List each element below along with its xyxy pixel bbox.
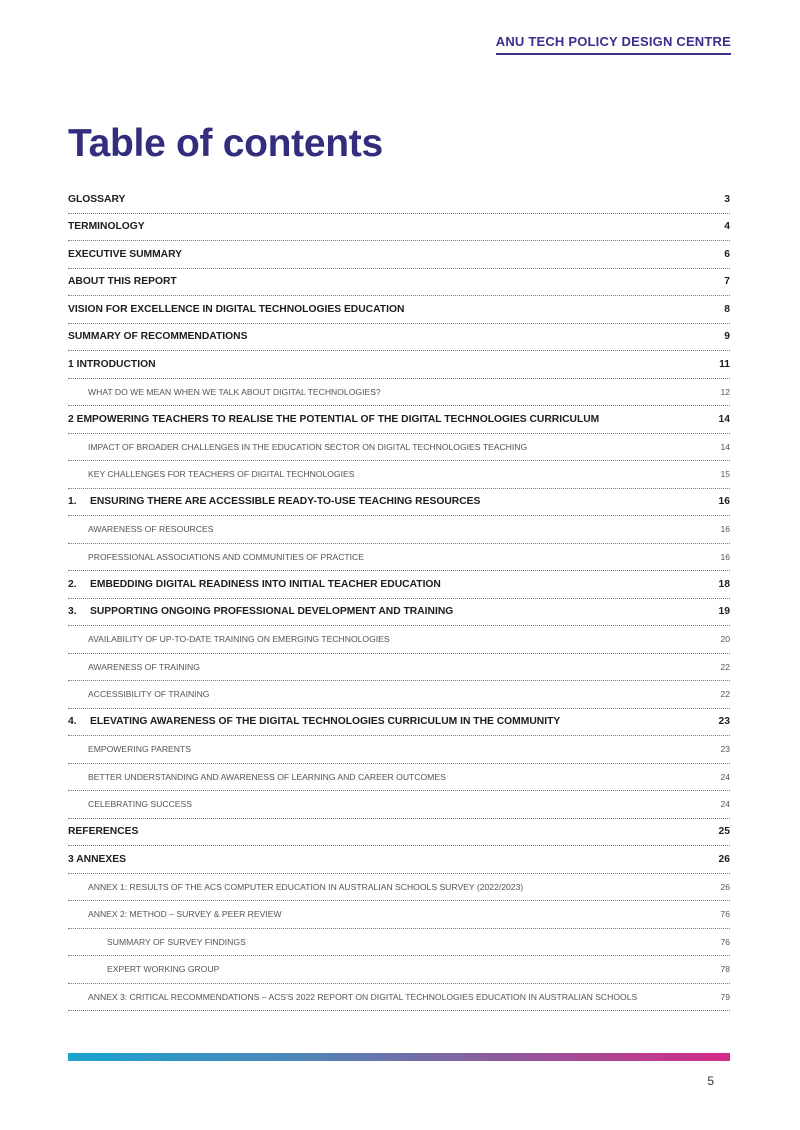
toc-entry[interactable] bbox=[68, 956, 730, 984]
toc-entry-page: 16 bbox=[720, 524, 730, 535]
toc-entry-text: PROFESSIONAL ASSOCIATIONS AND COMMUNITIES OF PRACTICE bbox=[88, 551, 364, 562]
toc-entry-text: AWARENESS OF RESOURCES bbox=[88, 524, 214, 535]
toc-entry-text: AVAILABILITY OF UP-TO-DATE TRAINING ON EMERGING TECHNOLOGIES bbox=[88, 634, 390, 645]
table-of-contents bbox=[68, 186, 730, 1011]
toc-entry[interactable] bbox=[68, 241, 730, 269]
toc-entry-number: 1. bbox=[68, 496, 77, 508]
toc-entry-text: IMPACT OF BROADER CHALLENGES IN THE EDUCATION SECTOR ON DIGITAL TECHNOLOGIES TEACHING bbox=[88, 441, 528, 452]
toc-entry[interactable] bbox=[68, 516, 730, 544]
toc-entry-page: 18 bbox=[718, 578, 730, 590]
toc-entry-page: 22 bbox=[720, 661, 730, 672]
page-number: 5 bbox=[707, 1074, 714, 1088]
toc-entry-page: 11 bbox=[719, 358, 730, 370]
toc-entry-page: 14 bbox=[718, 413, 730, 425]
toc-entry[interactable] bbox=[68, 654, 730, 682]
toc-entry-page: 6 bbox=[724, 248, 730, 260]
toc-entry[interactable] bbox=[68, 791, 730, 819]
toc-entry-page: 12 bbox=[720, 386, 730, 397]
toc-entry[interactable] bbox=[68, 379, 730, 407]
toc-entry-page: 14 bbox=[720, 441, 730, 452]
toc-entry-label bbox=[68, 249, 700, 260]
toc-entry-label bbox=[68, 331, 700, 342]
toc-entry-text: AWARENESS OF TRAINING bbox=[88, 661, 200, 672]
footer-gradient-bar bbox=[68, 1053, 730, 1061]
toc-entry-label bbox=[68, 552, 700, 562]
toc-entry-label bbox=[68, 606, 700, 617]
toc-entry[interactable] bbox=[68, 269, 730, 297]
toc-entry-text: EMBEDDING DIGITAL READINESS INTO INITIAL TEACHER EDUCATION bbox=[90, 578, 441, 590]
toc-entry-page: 4 bbox=[724, 221, 730, 233]
toc-entry[interactable] bbox=[68, 681, 730, 709]
toc-entry-label bbox=[68, 716, 700, 727]
toc-entry-label bbox=[68, 221, 700, 232]
toc-entry-text: GLOSSARY bbox=[68, 193, 126, 205]
toc-entry[interactable] bbox=[68, 984, 730, 1012]
toc-entry-text: WHAT DO WE MEAN WHEN WE TALK ABOUT DIGITAL TECHNOLOGIES? bbox=[88, 386, 381, 397]
toc-entry[interactable] bbox=[68, 186, 730, 214]
toc-entry-label bbox=[68, 469, 700, 479]
toc-entry-page: 19 bbox=[718, 606, 730, 618]
toc-entry[interactable] bbox=[68, 351, 730, 379]
toc-entry-text: EXPERT WORKING GROUP bbox=[107, 964, 220, 975]
toc-entry-label bbox=[68, 359, 700, 370]
toc-entry-label bbox=[68, 854, 700, 865]
toc-entry-text: ANNEX 1: RESULTS OF THE ACS COMPUTER EDUCATION IN AUSTRALIAN SCHOOLS SURVEY (2022/2023) bbox=[88, 881, 524, 892]
toc-entry-label bbox=[68, 387, 700, 397]
toc-entry-label bbox=[68, 442, 700, 452]
page-title: Table of contents bbox=[68, 122, 383, 165]
toc-entry-text: SUMMARY OF SURVEY FINDINGS bbox=[107, 936, 246, 947]
toc-entry-number: 4. bbox=[68, 716, 77, 728]
toc-entry-text: CELEBRATING SUCCESS bbox=[88, 799, 192, 810]
toc-entry-label bbox=[68, 579, 700, 590]
toc-entry-text: 2 EMPOWERING TEACHERS TO REALISE THE POTENTIAL OF THE DIGITAL TECHNOLOGIES CURRICULUM bbox=[68, 413, 600, 425]
toc-entry-label bbox=[68, 992, 700, 1002]
toc-entry[interactable] bbox=[68, 544, 730, 572]
toc-entry-label bbox=[68, 524, 700, 534]
toc-entry[interactable] bbox=[68, 764, 730, 792]
toc-entry-label bbox=[68, 909, 700, 919]
toc-entry-page: 20 bbox=[720, 634, 730, 645]
toc-entry-text: TERMINOLOGY bbox=[68, 221, 145, 233]
toc-entry-page: 8 bbox=[724, 303, 730, 315]
toc-entry-label bbox=[68, 414, 700, 425]
toc-entry-text: EMPOWERING PARENTS bbox=[88, 744, 191, 755]
toc-entry-text: KEY CHALLENGES FOR TEACHERS OF DIGITAL TECHNOLOGIES bbox=[88, 469, 355, 480]
toc-entry-text: BETTER UNDERSTANDING AND AWARENESS OF LEARNING AND CAREER OUTCOMES bbox=[88, 771, 446, 782]
toc-entry[interactable] bbox=[68, 626, 730, 654]
toc-entry[interactable] bbox=[68, 434, 730, 462]
toc-entry-page: 23 bbox=[720, 744, 730, 755]
toc-entry-page: 24 bbox=[720, 771, 730, 782]
toc-entry-page: 9 bbox=[724, 331, 730, 343]
toc-entry-page: 76 bbox=[720, 909, 730, 920]
toc-entry-page: 16 bbox=[718, 496, 730, 508]
toc-entry-text: EXECUTIVE SUMMARY bbox=[68, 248, 183, 260]
toc-entry-text: ANNEX 3: CRITICAL RECOMMENDATIONS – ACS'S 2022 REPORT ON DIGITAL TECHNOLOGIES EDUCATION IN AUSTRALIAN SCHOOLS bbox=[88, 991, 638, 1002]
toc-entry-text: 3 ANNEXES bbox=[68, 853, 126, 865]
toc-entry[interactable] bbox=[68, 324, 730, 352]
toc-entry-page: 15 bbox=[720, 469, 730, 480]
toc-entry-page: 7 bbox=[724, 276, 730, 288]
toc-entry-page: 24 bbox=[720, 799, 730, 810]
toc-entry-page: 26 bbox=[720, 881, 730, 892]
toc-entry-label bbox=[68, 689, 700, 699]
toc-entry-page: 3 bbox=[724, 193, 730, 205]
toc-entry[interactable] bbox=[68, 901, 730, 929]
toc-entry-page: 26 bbox=[718, 853, 730, 865]
toc-entry[interactable] bbox=[68, 599, 730, 627]
toc-entry[interactable] bbox=[68, 461, 730, 489]
toc-entry-page: 23 bbox=[718, 716, 730, 728]
toc-entry-page: 22 bbox=[720, 689, 730, 700]
toc-entry-label bbox=[68, 276, 700, 287]
toc-entry-label bbox=[68, 496, 700, 507]
toc-entry-page: 25 bbox=[718, 826, 730, 838]
toc-entry-label bbox=[68, 882, 700, 892]
toc-entry-text: 1 INTRODUCTION bbox=[68, 358, 156, 370]
toc-entry-text: ELEVATING AWARENESS OF THE DIGITAL TECHNOLOGIES CURRICULUM IN THE COMMUNITY bbox=[90, 716, 561, 728]
toc-entry-number: 3. bbox=[68, 606, 77, 618]
toc-entry-page: 79 bbox=[720, 991, 730, 1002]
toc-entry-text: SUMMARY OF RECOMMENDATIONS bbox=[68, 331, 248, 343]
toc-entry-text: ABOUT THIS REPORT bbox=[68, 276, 177, 288]
toc-entry-label bbox=[68, 744, 700, 754]
toc-entry-text: REFERENCES bbox=[68, 826, 139, 838]
toc-entry[interactable] bbox=[68, 874, 730, 902]
toc-entry-number: 2. bbox=[68, 578, 77, 590]
toc-entry-label bbox=[68, 826, 700, 837]
toc-entry-page: 76 bbox=[720, 936, 730, 947]
toc-entry-label bbox=[68, 662, 700, 672]
toc-entry-label bbox=[68, 772, 700, 782]
toc-entry-label bbox=[68, 964, 700, 974]
toc-entry-text: ENSURING THERE ARE ACCESSIBLE READY-TO-USE TEACHING RESOURCES bbox=[90, 496, 481, 508]
toc-entry[interactable] bbox=[68, 736, 730, 764]
toc-entry-label bbox=[68, 194, 700, 205]
toc-entry[interactable] bbox=[68, 846, 730, 874]
toc-entry[interactable] bbox=[68, 819, 730, 847]
toc-entry-label bbox=[68, 937, 700, 947]
toc-entry[interactable] bbox=[68, 571, 730, 599]
toc-entry-page: 78 bbox=[720, 964, 730, 975]
toc-entry[interactable] bbox=[68, 296, 730, 324]
toc-entry[interactable] bbox=[68, 489, 730, 517]
toc-entry-text: SUPPORTING ONGOING PROFESSIONAL DEVELOPMENT AND TRAINING bbox=[90, 606, 454, 618]
toc-entry-label bbox=[68, 304, 700, 315]
toc-entry-text: ANNEX 2: METHOD – SURVEY & PEER REVIEW bbox=[88, 909, 282, 920]
toc-entry[interactable] bbox=[68, 406, 730, 434]
toc-entry-label bbox=[68, 799, 700, 809]
organization-header: ANU TECH POLICY DESIGN CENTRE bbox=[496, 34, 731, 55]
toc-entry[interactable] bbox=[68, 214, 730, 242]
toc-entry-text: VISION FOR EXCELLENCE IN DIGITAL TECHNOLOGIES EDUCATION bbox=[68, 303, 405, 315]
toc-entry-text: ACCESSIBILITY OF TRAINING bbox=[88, 689, 210, 700]
toc-entry[interactable] bbox=[68, 929, 730, 957]
toc-entry-label bbox=[68, 634, 700, 644]
toc-entry-page: 16 bbox=[720, 551, 730, 562]
toc-entry[interactable] bbox=[68, 709, 730, 737]
